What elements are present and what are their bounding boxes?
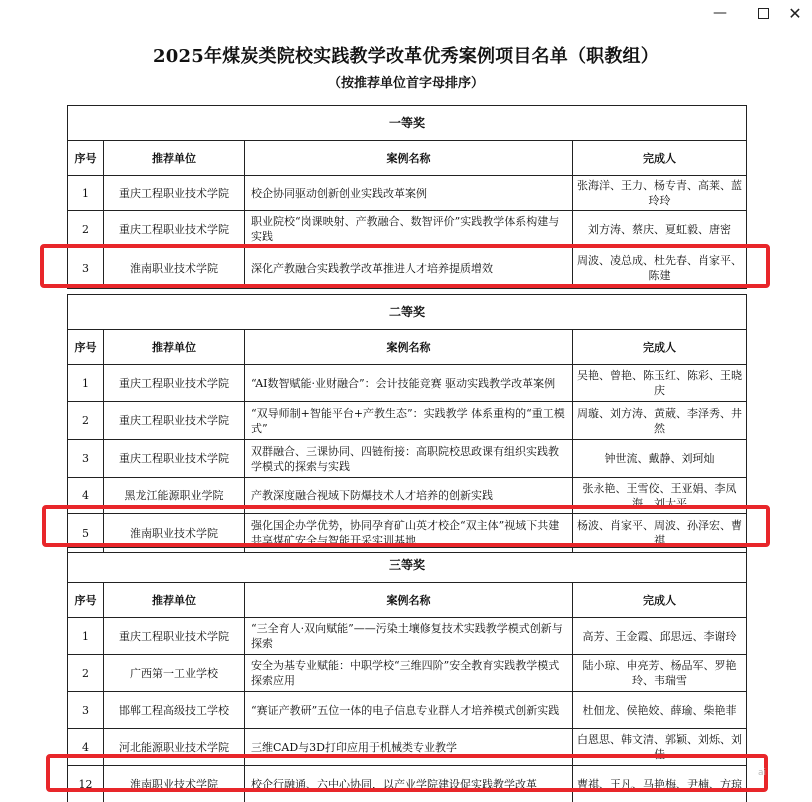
col-header-unit: 推荐单位 bbox=[104, 141, 245, 175]
row-unit: 淮南职业技术学院 bbox=[104, 766, 245, 802]
col-header-case: 案例名称 bbox=[245, 141, 573, 175]
row-unit: 重庆工程职业技术学院 bbox=[104, 440, 245, 477]
row-people: 张海洋、王力、杨专青、高莱、蓝玲玲 bbox=[577, 179, 742, 207]
table-header-row bbox=[68, 583, 746, 618]
col-header-people: 完成人 bbox=[643, 151, 676, 165]
section-third-prize bbox=[67, 547, 747, 802]
col-header-unit: 推荐单位 bbox=[104, 330, 245, 364]
row-case: 安全为基专业赋能：中职学校“三维四阶”安全教育实践教学模式探索应用 bbox=[245, 655, 573, 691]
row-no: 4 bbox=[68, 478, 104, 513]
col-header-no: 序号 bbox=[68, 141, 104, 175]
row-people: 高芳、王金霞、邱思远、李谢玲 bbox=[582, 629, 737, 643]
row-no: 1 bbox=[68, 618, 104, 654]
col-header-no: 序号 bbox=[68, 330, 104, 364]
row-case: “AI数智赋能·业财融合”：会计技能竞赛 驱动实践教学改革案例 bbox=[245, 365, 573, 401]
table-row bbox=[68, 176, 746, 211]
table-row bbox=[68, 478, 746, 514]
row-unit: 重庆工程职业技术学院 bbox=[104, 365, 245, 401]
table-row bbox=[68, 692, 746, 729]
row-case: 校企行融通、六中心协同，以产业学院建设促实践教学改革 bbox=[245, 766, 573, 802]
row-case: “赛证产教研”五位一体的电子信息专业群人才培养模式创新实践 bbox=[245, 692, 573, 728]
row-unit: 重庆工程职业技术学院 bbox=[104, 402, 245, 439]
row-people: 张永艳、王雪佼、王亚娟、李凤海、刘大平 bbox=[582, 481, 737, 510]
row-unit: 黑龙江能源职业学院 bbox=[104, 478, 245, 513]
col-header-case: 案例名称 bbox=[245, 330, 573, 364]
document-title: 2025年煤炭类院校实践教学改革优秀案例项目名单（职教组） bbox=[153, 46, 659, 67]
row-unit: 重庆工程职业技术学院 bbox=[104, 618, 245, 654]
maximize-icon bbox=[758, 8, 769, 19]
row-people: 杜佃龙、侯艳姣、薛瑜、柴艳菲 bbox=[582, 703, 737, 717]
row-unit: 重庆工程职业技术学院 bbox=[104, 176, 245, 210]
section-heading: 一等奖 bbox=[68, 106, 746, 141]
row-case: 三维CAD与3D打印应用于机械类专业教学 bbox=[245, 729, 573, 765]
row-no: 1 bbox=[68, 365, 104, 401]
table-row bbox=[68, 248, 746, 288]
row-no: 2 bbox=[68, 402, 104, 439]
table-row bbox=[68, 211, 746, 248]
row-people: 钟世流、戴静、刘珂灿 bbox=[604, 452, 715, 465]
table-row bbox=[68, 766, 746, 802]
row-people: 曹祺、王凡、马艳梅、尹楠、方琼 bbox=[577, 777, 742, 791]
minimize-icon: — bbox=[713, 5, 727, 21]
row-no: 12 bbox=[68, 766, 104, 802]
row-people: 刘方涛、蔡庆、夏虹毅、唐密 bbox=[588, 222, 731, 236]
row-case: 职业院校“岗课映射、产教融合、数智评价”实践教学体系构建与实践 bbox=[245, 211, 573, 247]
window-titlebar bbox=[0, 0, 812, 26]
col-header-people: 完成人 bbox=[643, 593, 676, 607]
col-header-people: 完成人 bbox=[643, 340, 676, 354]
table-row bbox=[68, 729, 746, 766]
row-people: 杨波、肖家平、周波、孙泽宏、曹祺 bbox=[577, 519, 742, 547]
section-first-prize bbox=[67, 105, 747, 289]
section-heading: 三等奖 bbox=[68, 548, 746, 583]
row-no: 2 bbox=[68, 655, 104, 691]
row-no: 2 bbox=[68, 211, 104, 247]
row-no: 5 bbox=[68, 514, 104, 552]
row-people: 周璇、刘方涛、黄葳、李泽秀、井然 bbox=[577, 406, 742, 435]
section-heading: 二等奖 bbox=[68, 295, 746, 330]
table-row bbox=[68, 655, 746, 692]
row-case: “三全育人·双向赋能”——污染土壤修复技术实践教学模式创新与探索 bbox=[245, 618, 573, 654]
row-no: 4 bbox=[68, 729, 104, 765]
row-people: 陆小琼、申亮芳、杨品军、罗艳玲、韦瑞雪 bbox=[582, 659, 737, 687]
minimize-button[interactable] bbox=[697, 0, 743, 26]
row-people: 白恩思、韩文清、郭颖、刘烁、刘佳 bbox=[577, 733, 742, 761]
row-case: 深化产教融合实践教学改革推进人才培养提质增效 bbox=[245, 248, 573, 288]
table-header-row bbox=[68, 141, 746, 176]
col-header-case: 案例名称 bbox=[245, 583, 573, 617]
row-unit: 重庆工程职业技术学院 bbox=[104, 211, 245, 247]
close-button[interactable] bbox=[772, 0, 812, 26]
table-row bbox=[68, 365, 746, 402]
table-header-row bbox=[68, 330, 746, 365]
close-icon: ✕ bbox=[788, 3, 802, 23]
row-unit: 淮南职业技术学院 bbox=[104, 514, 245, 552]
table-row bbox=[68, 440, 746, 478]
watermark: ai bbox=[758, 768, 767, 778]
row-unit: 河北能源职业技术学院 bbox=[104, 729, 245, 765]
table-row bbox=[68, 618, 746, 655]
row-no: 1 bbox=[68, 176, 104, 210]
row-unit: 邯郸工程高级技工学校 bbox=[104, 692, 245, 728]
row-no: 3 bbox=[68, 440, 104, 477]
row-unit: 广西第一工业学校 bbox=[104, 655, 245, 691]
row-no: 3 bbox=[68, 248, 104, 288]
row-no: 3 bbox=[68, 692, 104, 728]
section-second-prize bbox=[67, 294, 747, 553]
col-header-no: 序号 bbox=[68, 583, 104, 617]
row-unit: 淮南职业技术学院 bbox=[104, 248, 245, 288]
table-row bbox=[68, 402, 746, 440]
row-case: “双导师制+智能平台+产教生态”：实践教学 体系重构的“重工模式” bbox=[245, 402, 573, 439]
row-people: 吴艳、曾艳、陈玉红、陈彩、王晓庆 bbox=[577, 369, 742, 397]
row-case: 产教深度融合视域下防爆技术人才培养的创新实践 bbox=[245, 478, 573, 513]
row-people: 周波、凌总成、杜先春、肖家平、陈建 bbox=[577, 254, 742, 282]
document-subtitle: （按推荐单位首字母排序） bbox=[327, 76, 484, 91]
row-case: 强化国企办学优势，协同孕育矿山英才校企“双主体”视域下共建共享煤矿安全与智能开采实训基地 bbox=[245, 514, 573, 552]
col-header-unit: 推荐单位 bbox=[104, 583, 245, 617]
row-case: 校企协同驱动创新创业实践改革案例 bbox=[245, 176, 573, 210]
row-case: 双群融合、三课协同、四链衔接：高职院校思政课有组织实践教学模式的探索与实践 bbox=[245, 440, 573, 477]
